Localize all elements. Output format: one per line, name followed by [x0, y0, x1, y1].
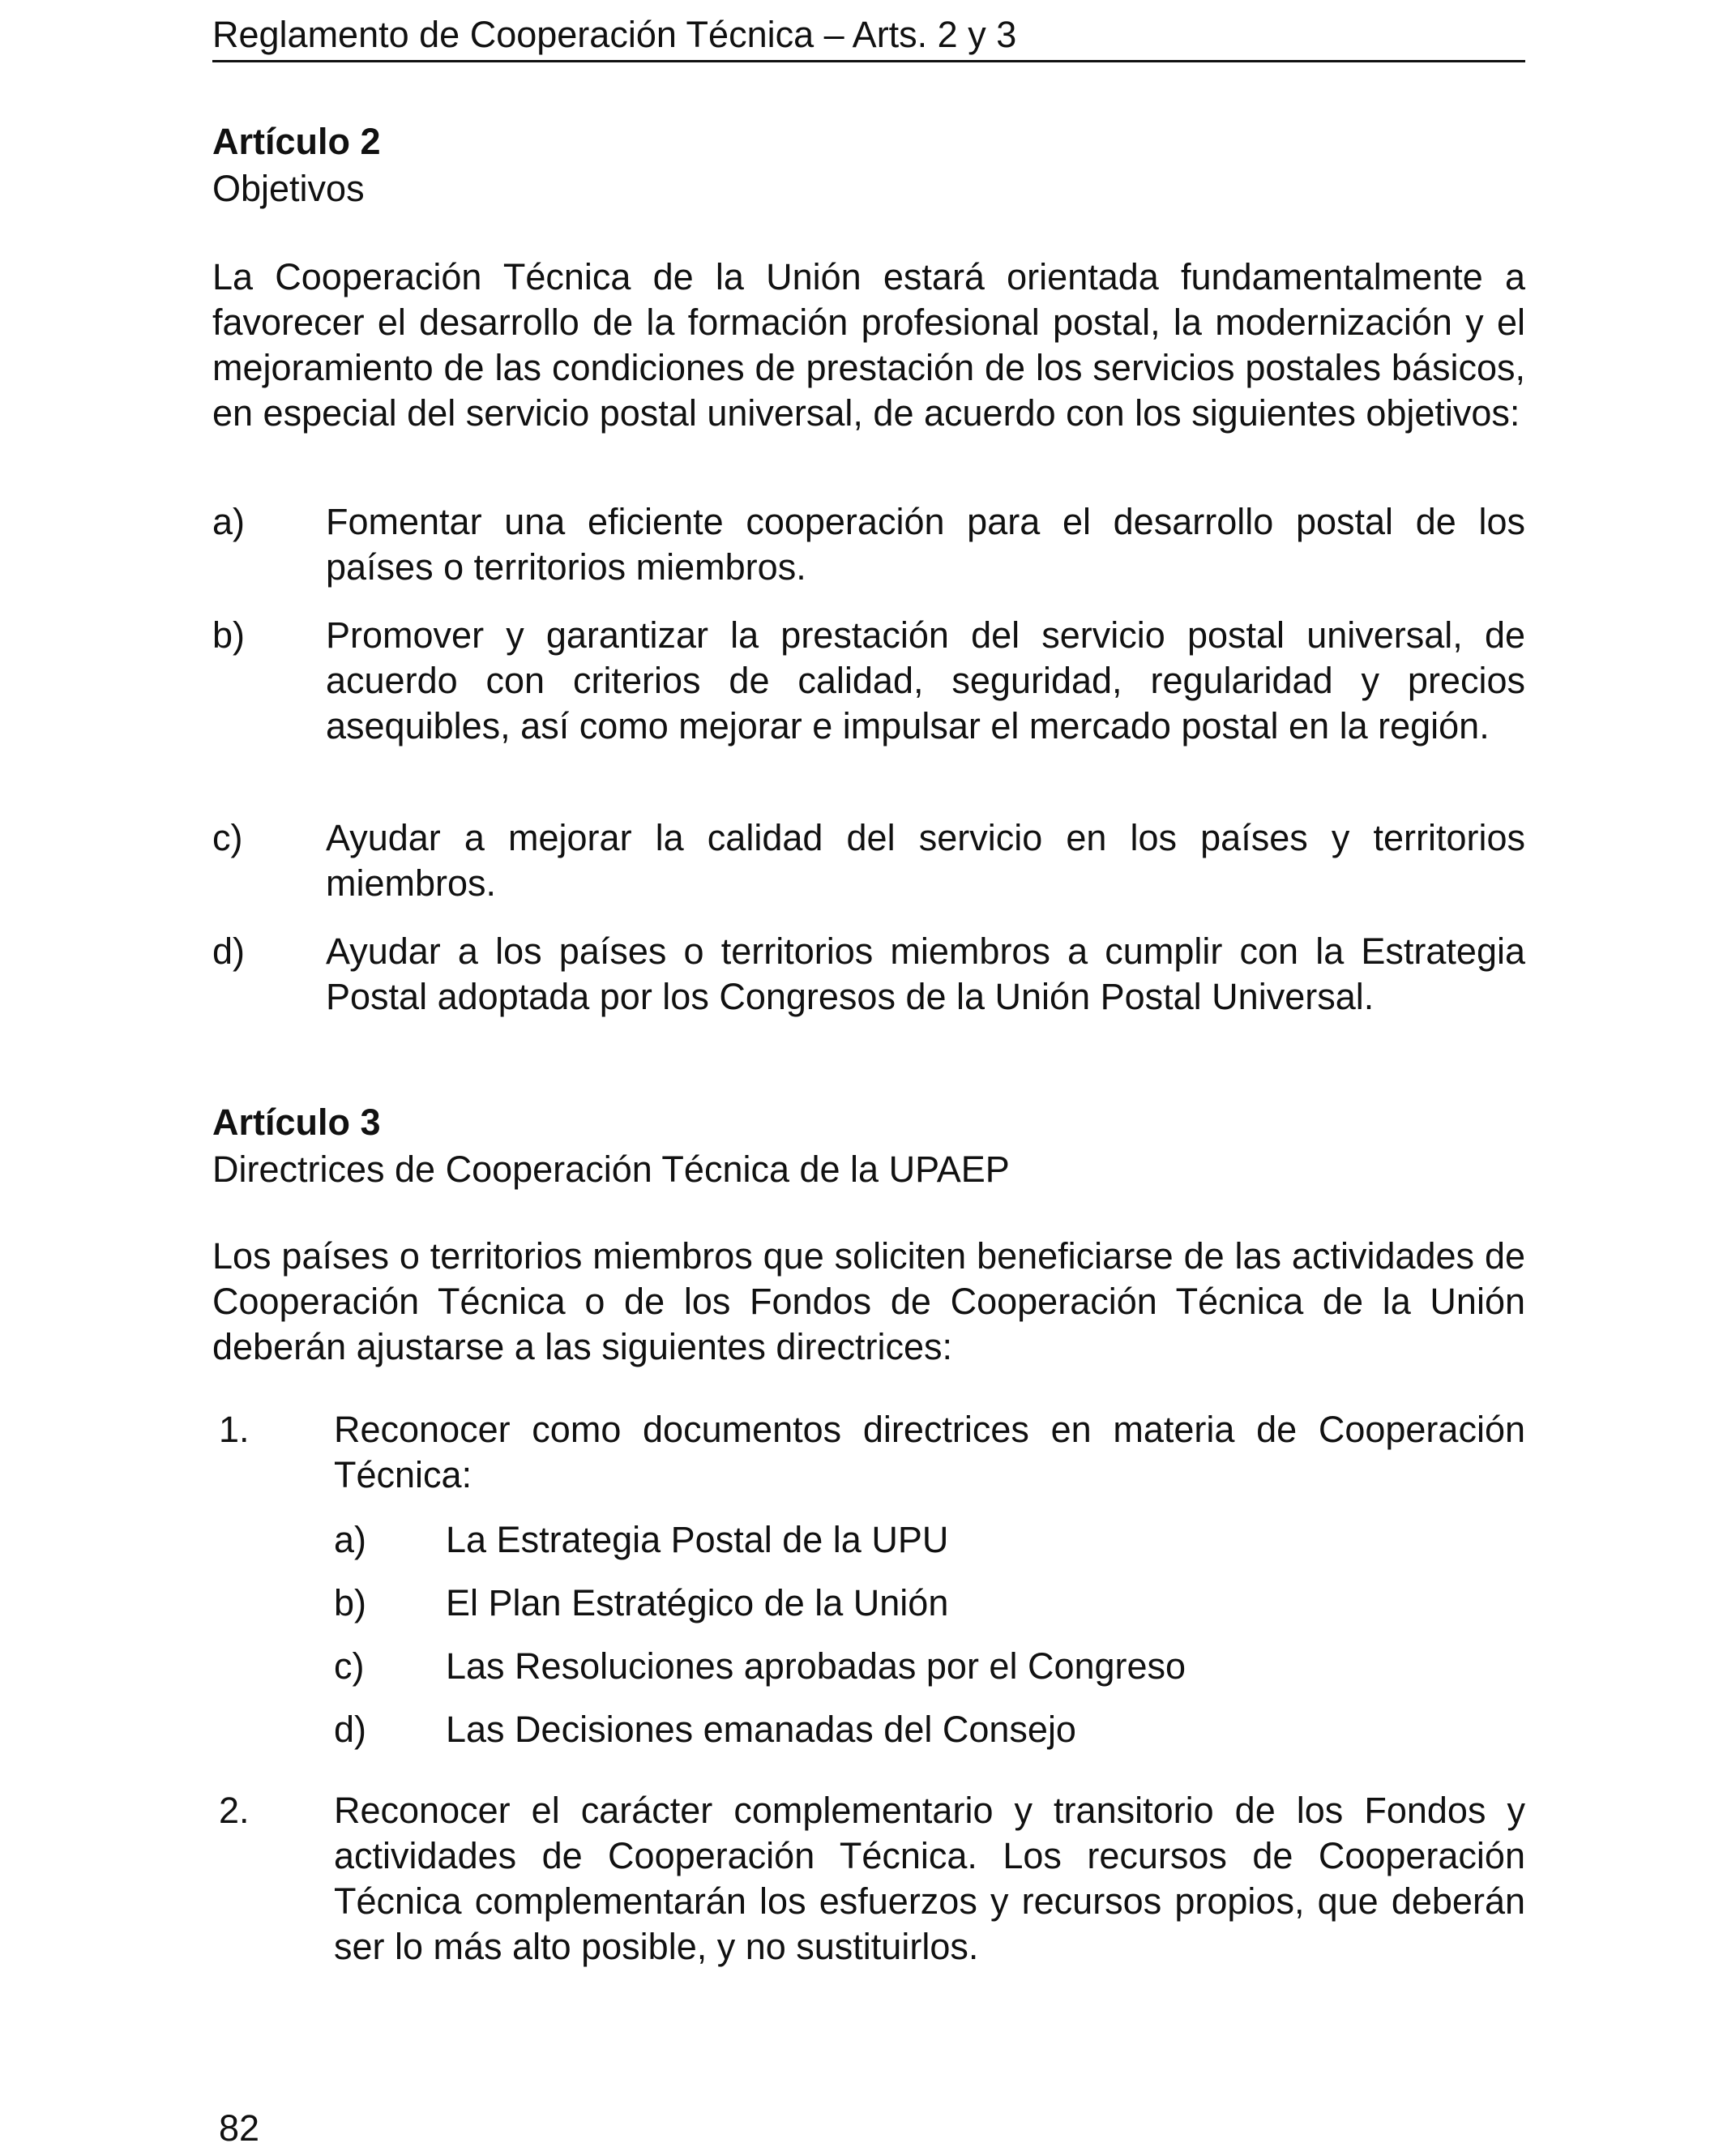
list-item-text: Ayudar a los países o territorios miembros a cumplir con la Estrategia Postal adoptada por los Congresos de la Unión Postal Universal. — [326, 930, 1525, 1017]
sub-list-marker: a) — [334, 1519, 367, 1560]
article-2-intro-paragraph: La Cooperación Técnica de la Unión estará orientada fundamentalmente a favorecer el desarrollo de la formación profesional postal, la modernización y el mejoramiento de las condiciones de prestación de los servicios postales básicos, en especial del servicio postal universal, de acuerdo con los siguientes objetivos: — [212, 256, 1525, 434]
sub-list-item-text: La Estrategia Postal de la UPU — [446, 1519, 949, 1560]
running-header: Reglamento de Cooperación Técnica – Arts. 2 y 3 — [212, 14, 1017, 55]
list-marker: b) — [212, 614, 246, 656]
list-marker: d) — [212, 930, 246, 972]
list-marker: 1. — [219, 1409, 250, 1450]
article-3-heading: Artículo 3 — [212, 1102, 381, 1143]
list-item-text: Reconocer como documentos directrices en materia de Cooperación Técnica: — [334, 1409, 1525, 1495]
list-item-text: Fomentar una eficiente cooperación para el desarrollo postal de los países o territorios miembros. — [326, 501, 1525, 588]
list-item-text: Ayudar a mejorar la calidad del servicio en los países y territorios miembros. — [326, 817, 1525, 904]
sub-list-marker: c) — [334, 1645, 365, 1687]
page-number: 82 — [219, 2107, 260, 2149]
sub-list-marker: d) — [334, 1709, 367, 1750]
list-item-text: Reconocer el carácter complementario y transitorio de los Fondos y actividades de Cooperación Técnica. Los recursos de Cooperación Técnica complementarán los esfuerzos y recursos propios, que deberán ser lo más alto posible, y no sustituirlos. — [334, 1790, 1525, 1967]
article-3-intro-paragraph: Los países o territorios miembros que soliciten beneficiarse de las actividades de Cooperación Técnica o de los Fondos de Cooperación Técnica de la Unión deberán ajustarse a las siguientes directrices: — [212, 1235, 1525, 1367]
list-marker: c) — [212, 817, 243, 858]
list-item-text: Promover y garantizar la prestación del servicio postal universal, de acuerdo con criterios de calidad, seguridad, regularidad y precios asequibles, así como mejorar e impulsar el mercado postal en la región. — [326, 614, 1525, 746]
sub-list-item-text: El Plan Estratégico de la Unión — [446, 1582, 949, 1623]
article-2-subtitle: Objetivos — [212, 168, 365, 209]
list-marker: 2. — [219, 1790, 250, 1831]
article-2-heading: Artículo 2 — [212, 121, 381, 162]
sub-list-marker: b) — [334, 1582, 367, 1623]
header-rule — [212, 60, 1525, 62]
sub-list-item-text: Las Decisiones emanadas del Consejo — [446, 1709, 1076, 1750]
sub-list-item-text: Las Resoluciones aprobadas por el Congreso — [446, 1645, 1186, 1687]
list-marker: a) — [212, 501, 246, 542]
article-3-subtitle: Directrices de Cooperación Técnica de la UPAEP — [212, 1149, 1010, 1190]
